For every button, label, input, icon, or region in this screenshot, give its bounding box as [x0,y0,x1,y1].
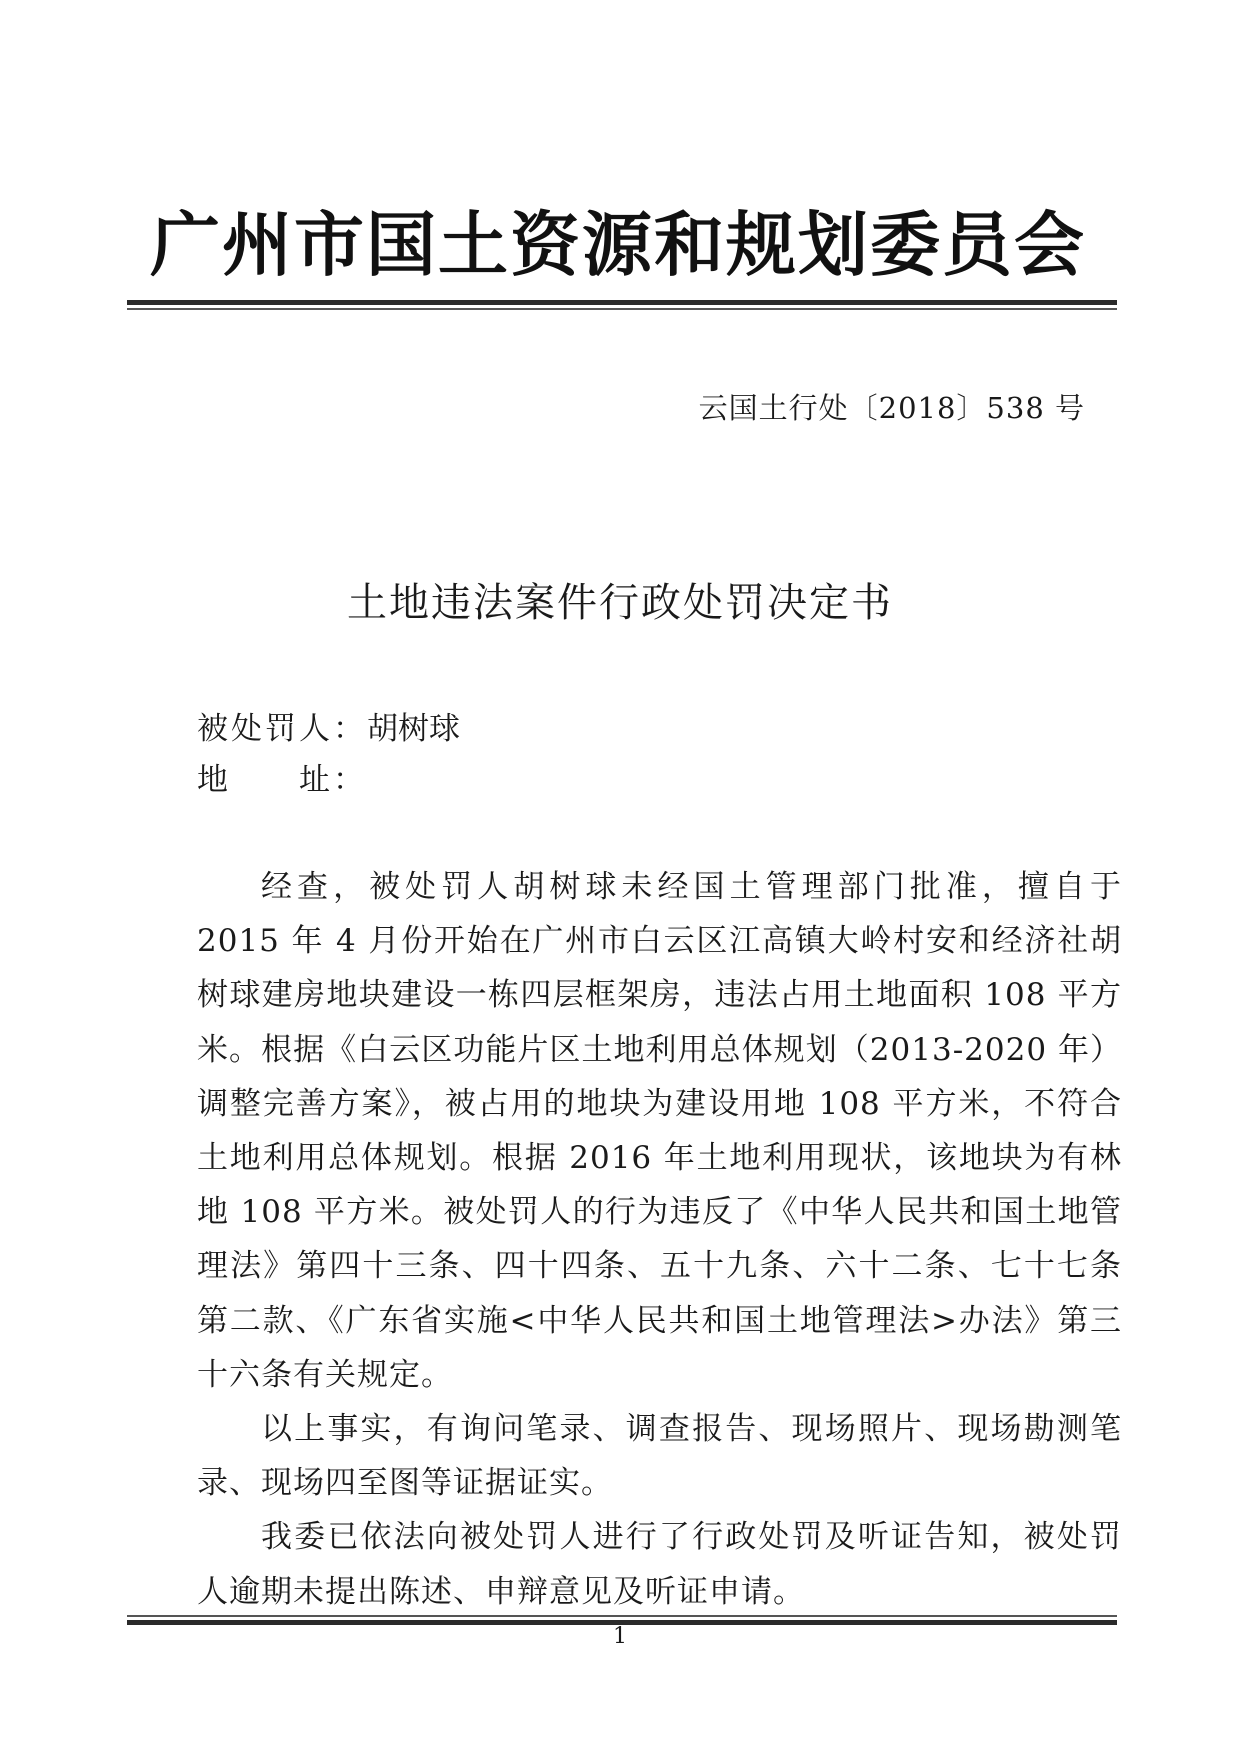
header-divider [127,300,1117,310]
respondent-field [197,707,460,751]
header-divider-thin [127,308,1117,310]
respondent-name: 胡树球 [367,711,460,747]
page-number: 1 [613,1624,627,1649]
document-body [197,860,1122,1619]
document-title: 土地违法案件行政处罚决定书 [347,580,893,626]
footer-divider-thin [127,1615,1117,1617]
header-divider-thick [127,300,1117,305]
respondent-label: 被处罚人： [197,711,367,747]
body-paragraph-findings: 经查，被处罚人胡树球未经国土管理部门批准，擅自于 2015 年 4 月份开始在广州市白云区江高镇大岭村安和经济社胡树球建房地块建设一栋四层框架房，违法占用土地面积 108 平方米。根据《白云区功能片区土地利用总体规划（2013-2020 年）调整完善方案》，被占用的地块为建设用地 108 平方米，不符合土地利用总体规划。根据 2016 年土地利用现状，该地块为有林地 108 平方米。被处罚人的行为违反了《中华人民共和国土地管理法》第四十三条、四十四条、五十九条、六十二条、七十七条第二款、《广东省实施<中华人民共和国土地管理法>办法》第三十六条有关规定。 [197,869,1122,1393]
agency-header: 广州市国土资源和规划委员会 [150,203,1086,286]
address-label: 地 址： [197,762,367,798]
address-field [197,758,367,802]
body-paragraph-evidence: 以上事实，有询问笔录、调查报告、现场照片、现场勘测笔录、现场四至图等证据证实。 [197,1411,1122,1502]
document-number: 云国土行处〔2018〕538 号 [698,391,1085,425]
body-paragraph-notice: 我委已依法向被处罚人进行了行政处罚及听证告知，被处罚人逾期未提出陈述、申辩意见及听证申请。 [197,1519,1122,1610]
